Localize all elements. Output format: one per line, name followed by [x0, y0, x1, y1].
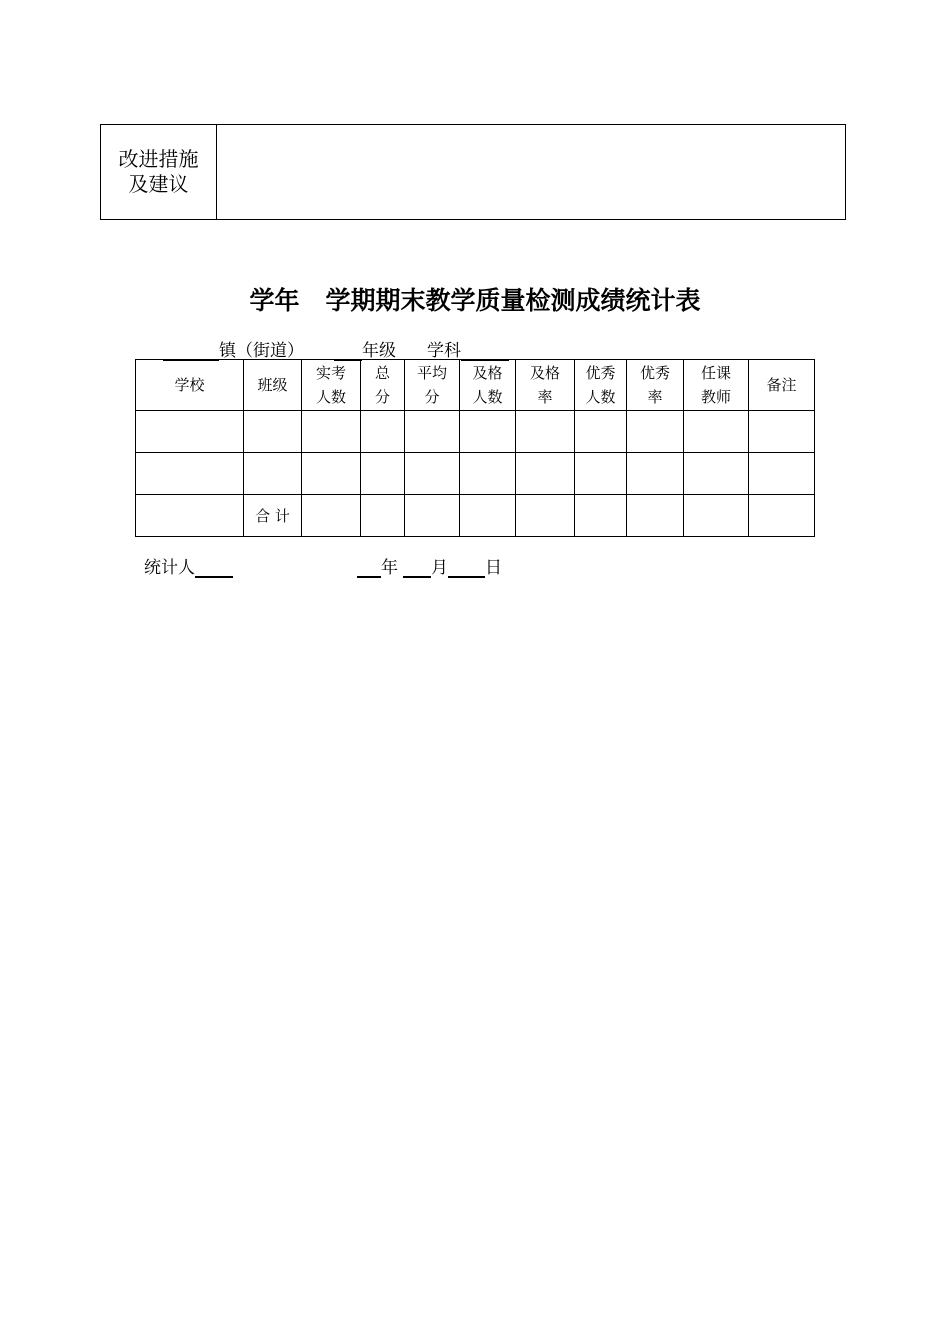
table-cell[interactable] [361, 453, 405, 495]
table-cell[interactable] [684, 495, 749, 537]
form-footer [144, 553, 502, 578]
table-cell[interactable] [627, 411, 684, 453]
table-cell[interactable] [405, 495, 460, 537]
table-cell[interactable] [405, 453, 460, 495]
subject-blank[interactable] [461, 341, 509, 361]
table-cell[interactable] [516, 453, 575, 495]
grade-blank[interactable] [334, 341, 362, 361]
table-cell[interactable] [575, 453, 627, 495]
table-cell[interactable] [575, 495, 627, 537]
improvement-content-field[interactable] [217, 125, 845, 219]
table-total-row [136, 495, 815, 537]
header-average-score: 平均 分 [405, 360, 460, 411]
page-title: 学年 学期期末教学质量检测成绩统计表 [249, 286, 701, 315]
table-cell[interactable] [460, 495, 516, 537]
subject-label: 学科 [427, 341, 461, 361]
town-label: 镇（街道） [219, 341, 304, 361]
statistician-blank[interactable] [195, 558, 233, 578]
header-pass-count: 及格 人数 [460, 360, 516, 411]
table-cell[interactable] [575, 411, 627, 453]
form-subheader [163, 336, 509, 361]
table-cell[interactable] [460, 453, 516, 495]
table-cell[interactable] [244, 411, 302, 453]
month-label: 月 [431, 558, 448, 578]
improvement-label-line1: 改进措施 [118, 147, 199, 171]
header-teacher: 任课 教师 [684, 360, 749, 411]
table-cell[interactable] [627, 453, 684, 495]
header-actual-count: 实考 人数 [302, 360, 361, 411]
header-total-score: 总 分 [361, 360, 405, 411]
table-cell[interactable] [749, 411, 815, 453]
table-cell[interactable] [749, 495, 815, 537]
header-excellent-count: 优秀 人数 [575, 360, 627, 411]
stats-table [135, 359, 815, 537]
day-blank[interactable] [448, 558, 485, 578]
header-school: 学校 [136, 360, 244, 411]
table-cell[interactable] [749, 453, 815, 495]
table-cell[interactable] [684, 411, 749, 453]
year-label: 年 [381, 558, 398, 578]
table-cell[interactable] [136, 453, 244, 495]
table-row [136, 453, 815, 495]
table-cell[interactable] [136, 495, 244, 537]
year-blank[interactable] [357, 558, 381, 578]
month-blank[interactable] [403, 558, 431, 578]
header-class: 班级 [244, 360, 302, 411]
table-cell[interactable] [684, 453, 749, 495]
improvement-box [100, 124, 846, 220]
table-cell[interactable] [136, 411, 244, 453]
day-label: 日 [485, 558, 502, 578]
improvement-label-line2: 及建议 [128, 172, 189, 196]
table-header-row [136, 360, 815, 411]
table-cell[interactable] [361, 411, 405, 453]
header-excellent-rate: 优秀 率 [627, 360, 684, 411]
table-cell[interactable] [361, 495, 405, 537]
table-cell[interactable] [302, 495, 361, 537]
town-blank[interactable] [163, 341, 219, 361]
table-cell[interactable] [516, 411, 575, 453]
grade-label: 年级 [362, 341, 396, 361]
table-cell[interactable] [516, 495, 575, 537]
improvement-label [101, 125, 217, 219]
table-cell[interactable] [405, 411, 460, 453]
table-cell[interactable] [244, 453, 302, 495]
table-cell[interactable] [302, 411, 361, 453]
table-cell[interactable] [460, 411, 516, 453]
header-pass-rate: 及格 率 [516, 360, 575, 411]
table-cell[interactable] [302, 453, 361, 495]
total-label: 合 计 [244, 495, 302, 537]
table-cell[interactable] [627, 495, 684, 537]
header-remarks: 备注 [749, 360, 815, 411]
table-row [136, 411, 815, 453]
statistician-label: 统计人 [144, 558, 195, 578]
